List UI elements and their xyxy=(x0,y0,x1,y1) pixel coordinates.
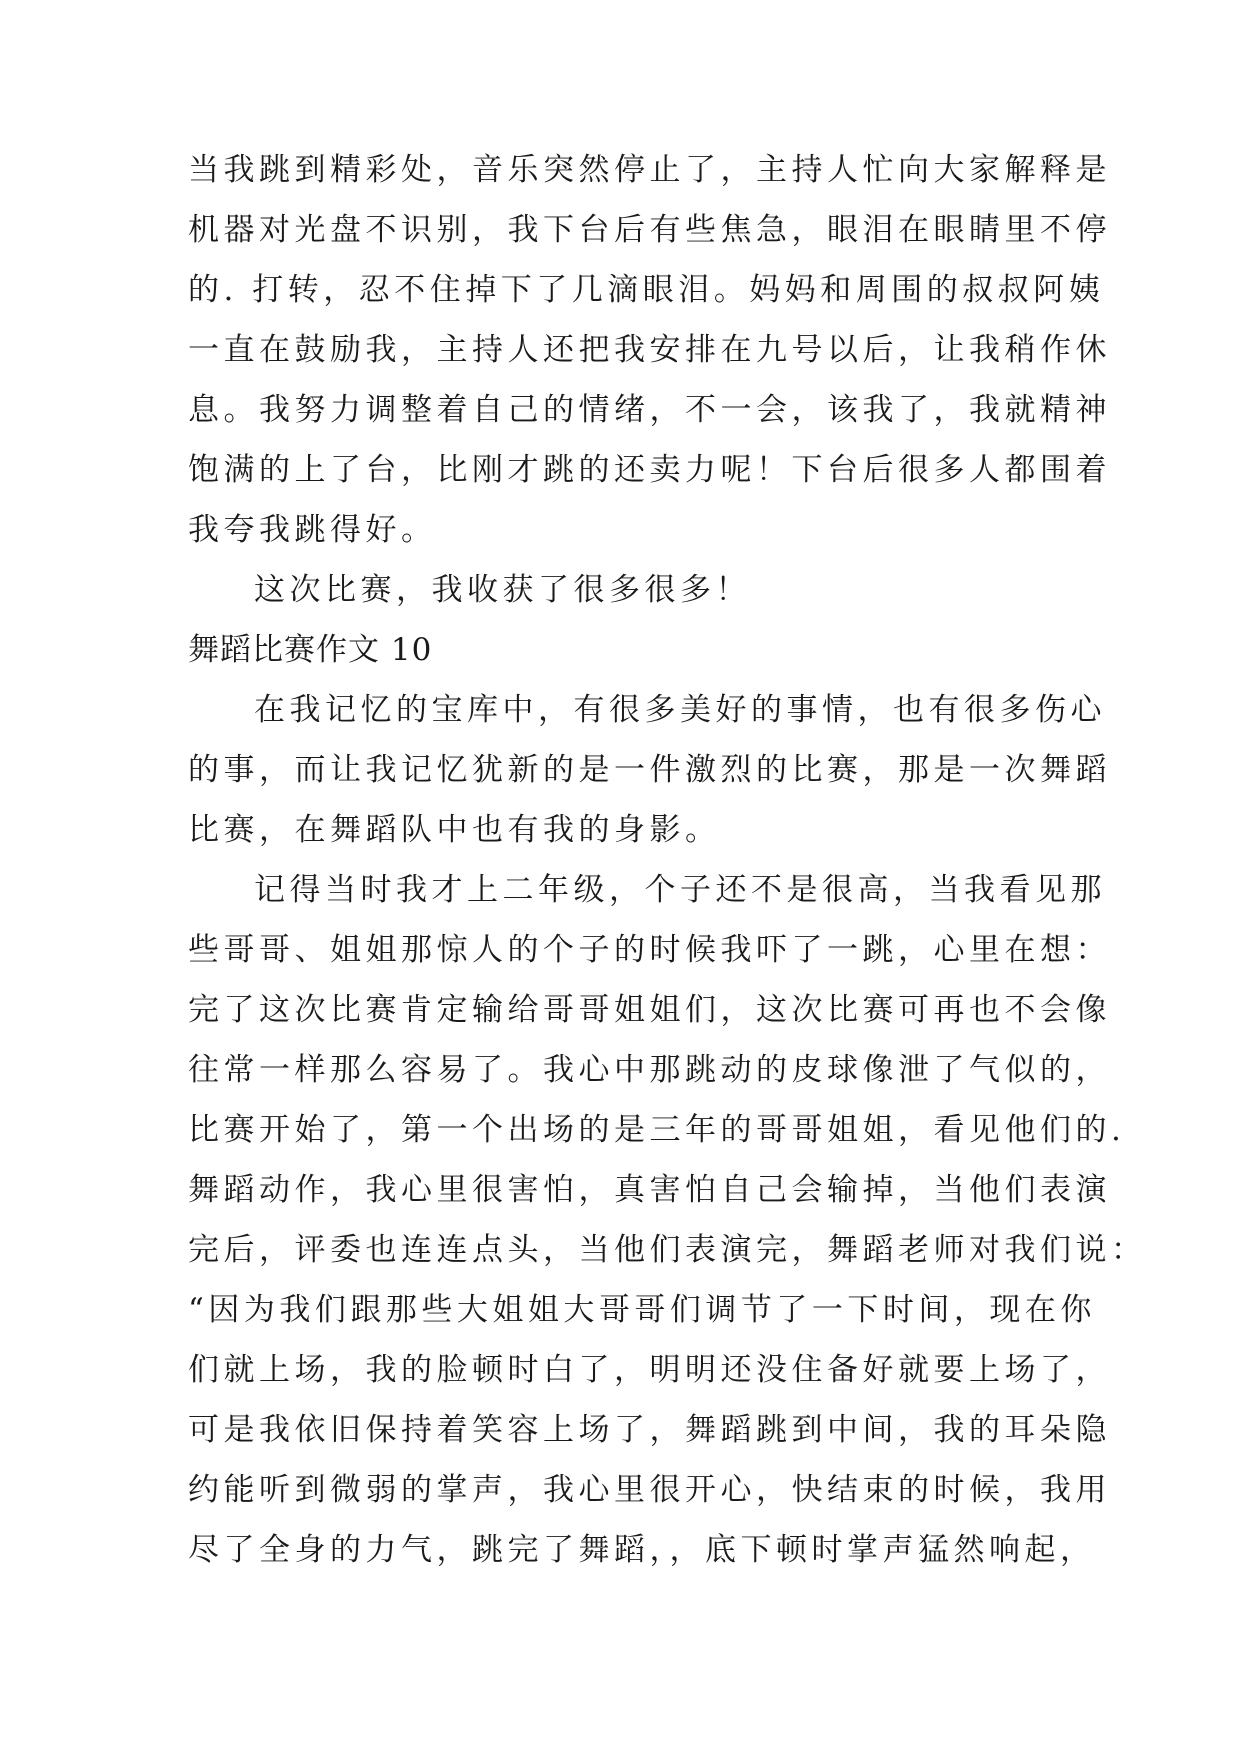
text-line: 些哥哥、姐姐那惊人的个子的时候我吓了一跳，心里在想： xyxy=(188,932,1111,968)
text-line: 可是我依旧保持着笑容上场了，舞蹈跳到中间，我的耳朵隐 xyxy=(188,1412,1111,1448)
text-line: 当我跳到精彩处，音乐突然停止了，主持人忙向大家解释是 xyxy=(188,152,1111,188)
text-line: 一直在鼓励我，主持人还把我安排在九号以后，让我稍作休 xyxy=(188,332,1111,368)
text-line: 息。我努力调整着自己的情绪，不一会，该我了，我就精神 xyxy=(188,392,1111,428)
text-line: 机器对光盘不识别，我下台后有些焦急，眼泪在眼睛里不停 xyxy=(188,212,1111,248)
text-line: 舞蹈动作，我心里很害怕，真害怕自己会输掉，当他们表演 xyxy=(188,1172,1111,1208)
text-line: 饱满的上了台，比刚才跳的还卖力呢！下台后很多人都围着 xyxy=(188,452,1111,488)
essay-heading: 舞蹈比赛作文 10 xyxy=(188,632,433,668)
text-line: 的事，而让我记忆犹新的是一件激烈的比赛，那是一次舞蹈 xyxy=(188,752,1111,788)
text-line: 们就上场，我的脸顿时白了，明明还没住备好就要上场了， xyxy=(188,1352,1111,1388)
text-line: 比赛，在舞蹈队中也有我的身影。 xyxy=(188,812,721,848)
text-line: “因为我们跟那些大姐姐大哥哥们调节了一下时间，现在你 xyxy=(188,1292,1096,1328)
text-line: 往常一样那么容易了。我心中那跳动的皮球像泄了气似的， xyxy=(188,1052,1111,1088)
text-line: 约能听到微弱的掌声，我心里很开心，快结束的时候，我用 xyxy=(188,1472,1111,1508)
essay-paragraph-continued xyxy=(188,140,1147,1580)
text-line: 我夸我跳得好。 xyxy=(188,512,437,548)
text-line: 完后，评委也连连点头，当他们表演完，舞蹈老师对我们说： xyxy=(188,1232,1147,1268)
text-line: 完了这次比赛肯定输给哥哥姐姐们，这次比赛可再也不会像 xyxy=(188,992,1111,1028)
text-line: 比赛开始了，第一个出场的是三年的哥哥姐姐，看见他们的. xyxy=(188,1112,1126,1148)
text-line: 尽了全身的力气，跳完了舞蹈，，底下顿时掌声猛然响起， xyxy=(188,1532,1096,1568)
text-line: 记得当时我才上二年级，个子还不是很高，当我看见那 xyxy=(254,872,1106,908)
text-line: 这次比赛，我收获了很多很多！ xyxy=(254,572,751,608)
text-line: 在我记忆的宝库中，有很多美好的事情，也有很多伤心 xyxy=(254,692,1106,728)
text-line: 的. 打转，忍不住掉下了几滴眼泪。妈妈和周围的叔叔阿姨 xyxy=(188,272,1105,308)
